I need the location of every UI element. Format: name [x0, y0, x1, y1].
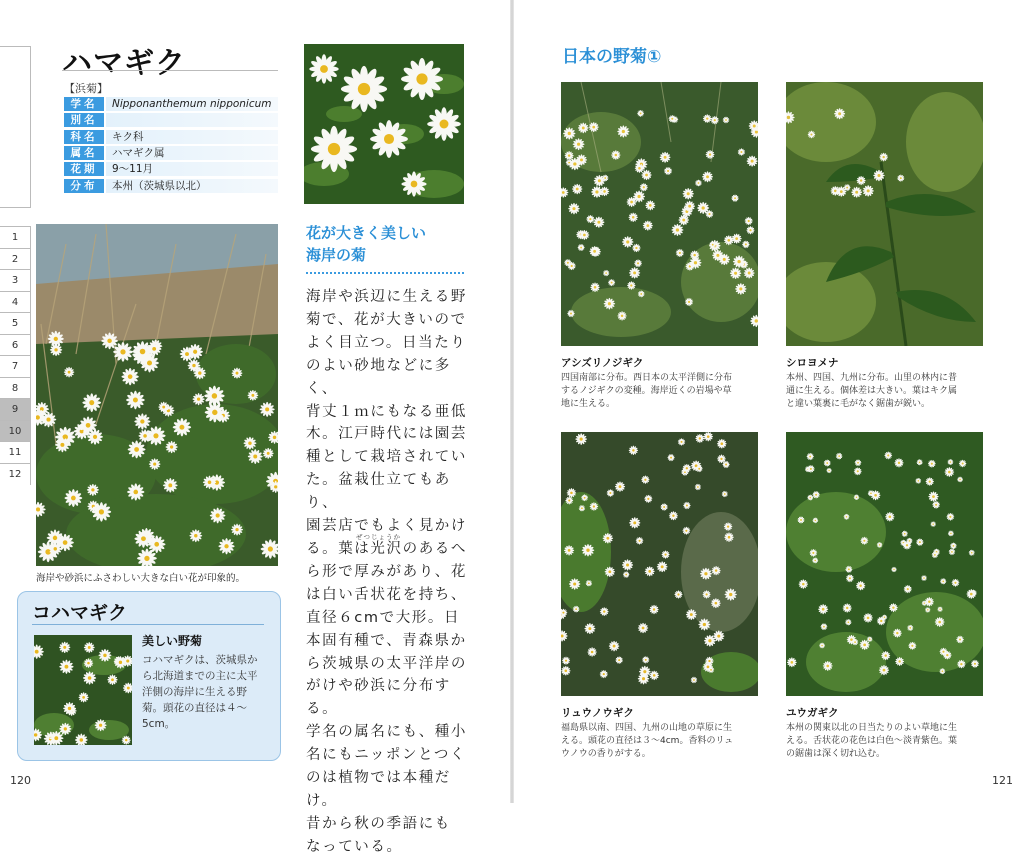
index-tab-4: 4	[0, 291, 31, 313]
body-line: 名にもニッポンとつく	[306, 744, 470, 767]
box-text-line: ら北海道までの主に太平	[142, 668, 272, 684]
plant-desc-line: 地に生える。	[561, 398, 761, 411]
body-text	[306, 286, 470, 859]
plant-desc-line: の鋸歯は深く切れ込む。	[786, 748, 986, 761]
plant-name-2: シロヨメナ	[786, 355, 839, 370]
plant-desc-line: 本州、四国、九州に分布。山里の林内に普	[786, 372, 986, 385]
body-line: る。葉は光沢のあるへ	[306, 538, 470, 561]
kohamagiku-photo	[34, 635, 132, 745]
body-line: よく目立つ。日当たり	[306, 332, 470, 355]
body-line: 昔から秋の季語にも	[306, 813, 470, 836]
body-line: 海岸や浜辺に生える野	[306, 286, 470, 309]
photo-shiroyomena	[786, 82, 983, 346]
ruby-annotation: ぜつじょうか	[356, 532, 401, 541]
index-tab-11: 11	[0, 441, 31, 463]
plant-desc-3	[561, 722, 761, 761]
info-row	[64, 130, 278, 145]
index-tab-1: 1	[0, 226, 31, 248]
plant-name-3: リュウノウギク	[561, 705, 634, 720]
index-tab-3: 3	[0, 269, 31, 291]
heading-line-2: 海岸の菊	[306, 244, 426, 266]
plant-name-1: アシズリノジギク	[561, 355, 643, 370]
body-line: 木。江戸時代には園芸	[306, 423, 470, 446]
main-habitat-photo	[36, 224, 278, 566]
plant-desc-line: 通に生える。個体差は大きい。葉はキク属	[786, 385, 986, 398]
index-tab-5: 5	[0, 312, 31, 334]
info-key: 科名	[64, 130, 104, 144]
book-spine	[510, 0, 514, 803]
kanji-name: 【浜菊】	[64, 80, 108, 96]
body-line: 学名の属名にも、種小	[306, 721, 470, 744]
body-line: なっている。	[306, 836, 470, 859]
page-title: ハマギク	[62, 38, 186, 82]
info-value: 本州（茨城県以北）	[106, 179, 278, 193]
page-number-left: 120	[10, 774, 31, 787]
info-row	[64, 162, 278, 177]
plant-desc-line: と違い葉裏に毛がなく鋸歯が鋭い。	[786, 398, 986, 411]
info-key: 学名	[64, 97, 104, 111]
plant-desc-4	[786, 722, 986, 761]
body-line: 直径６cmで大形。日	[306, 607, 470, 630]
body-line: 本固有種で、青森県か	[306, 630, 470, 653]
photo-yuugagiku	[786, 432, 983, 696]
info-value: 9～11月	[106, 162, 278, 176]
index-tab-2: 2	[0, 248, 31, 270]
box-title: コハマギク	[32, 598, 127, 625]
body-line: 園芸店でもよく見かけ	[306, 515, 470, 538]
plant-desc-1	[561, 372, 761, 411]
box-text-line: 5cm。	[142, 716, 272, 732]
box-text-line: コハマギクは、茨城県か	[142, 652, 272, 668]
body-line: 菊で、花が大きいので	[306, 309, 470, 332]
info-value	[106, 113, 278, 127]
index-tab-7: 7	[0, 355, 31, 377]
body-line: ら茨城県の太平洋岸の	[306, 653, 470, 676]
index-tab-12: 12	[0, 463, 31, 485]
info-key: 花期	[64, 162, 104, 176]
plant-desc-2	[786, 372, 986, 411]
section-heading	[306, 222, 426, 266]
title-divider	[62, 70, 278, 71]
box-subtitle: 美しい野菊	[142, 632, 202, 649]
index-tab-9: 9	[0, 398, 31, 420]
plant-desc-line: える。舌状花の花色は白色～淡青紫色。葉	[786, 735, 986, 748]
box-text-line: 洋側の海岸に生える野	[142, 684, 272, 700]
body-line: た。盆栽仕立てもあり、	[306, 469, 470, 515]
plant-desc-line: 本州の関東以北の日当たりのよい草地に生	[786, 722, 986, 735]
body-line: ら形で厚みがあり、花	[306, 561, 470, 584]
info-key: 属名	[64, 146, 104, 160]
dotted-divider	[306, 272, 464, 274]
info-value: キク科	[106, 130, 278, 144]
info-row	[64, 113, 278, 128]
body-line: は白い舌状花を持ち、	[306, 584, 470, 607]
box-text-line: 菊。頭花の直径は４～	[142, 700, 272, 716]
index-tab-6: 6	[0, 334, 31, 356]
body-line: 種として栽培されてい	[306, 446, 470, 469]
body-line: 背丈１ｍにもなる亜低	[306, 401, 470, 424]
right-page-title: 日本の野菊①	[562, 42, 661, 67]
plant-desc-line: 福島県以南、四国、九州の山地の草原に生	[561, 722, 761, 735]
plant-desc-line: ウノウの香りがする。	[561, 748, 761, 761]
index-tab-10: 10	[0, 420, 31, 442]
info-row	[64, 146, 278, 161]
closeup-photo	[304, 44, 464, 204]
index-tab-blank	[0, 46, 31, 208]
plant-desc-line: える。頭花の直径は３～4cm。香料のリュ	[561, 735, 761, 748]
body-line: のは植物では本種だけ。	[306, 767, 470, 813]
plant-name-4: ユウガギク	[786, 705, 839, 720]
info-key: 分布	[64, 179, 104, 193]
photo-ashizurinojigiku	[561, 82, 758, 346]
plant-desc-line: 四国南部に分布。西日本の太平洋側に分布	[561, 372, 761, 385]
index-tab-8: 8	[0, 377, 31, 399]
info-value: Nipponanthemum nipponicum	[106, 97, 278, 111]
body-line: がけや砂浜に分布する。	[306, 675, 470, 721]
plant-desc-line: するノジギクの変種。海岸近くの岩場や草	[561, 385, 761, 398]
info-row	[64, 97, 278, 112]
heading-line-1: 花が大きく美しい	[306, 222, 426, 244]
info-value: ハマギク属	[106, 146, 278, 160]
info-row	[64, 179, 278, 194]
box-divider	[32, 624, 264, 625]
photo-ryuunougiku	[561, 432, 758, 696]
info-key: 別名	[64, 113, 104, 127]
page-number-right: 121	[992, 774, 1013, 787]
box-text	[142, 652, 272, 732]
main-photo-caption: 海岸や砂浜にふさわしい大きな白い花が印象的。	[36, 570, 245, 584]
body-line: のよい砂地などに多く、	[306, 355, 470, 401]
